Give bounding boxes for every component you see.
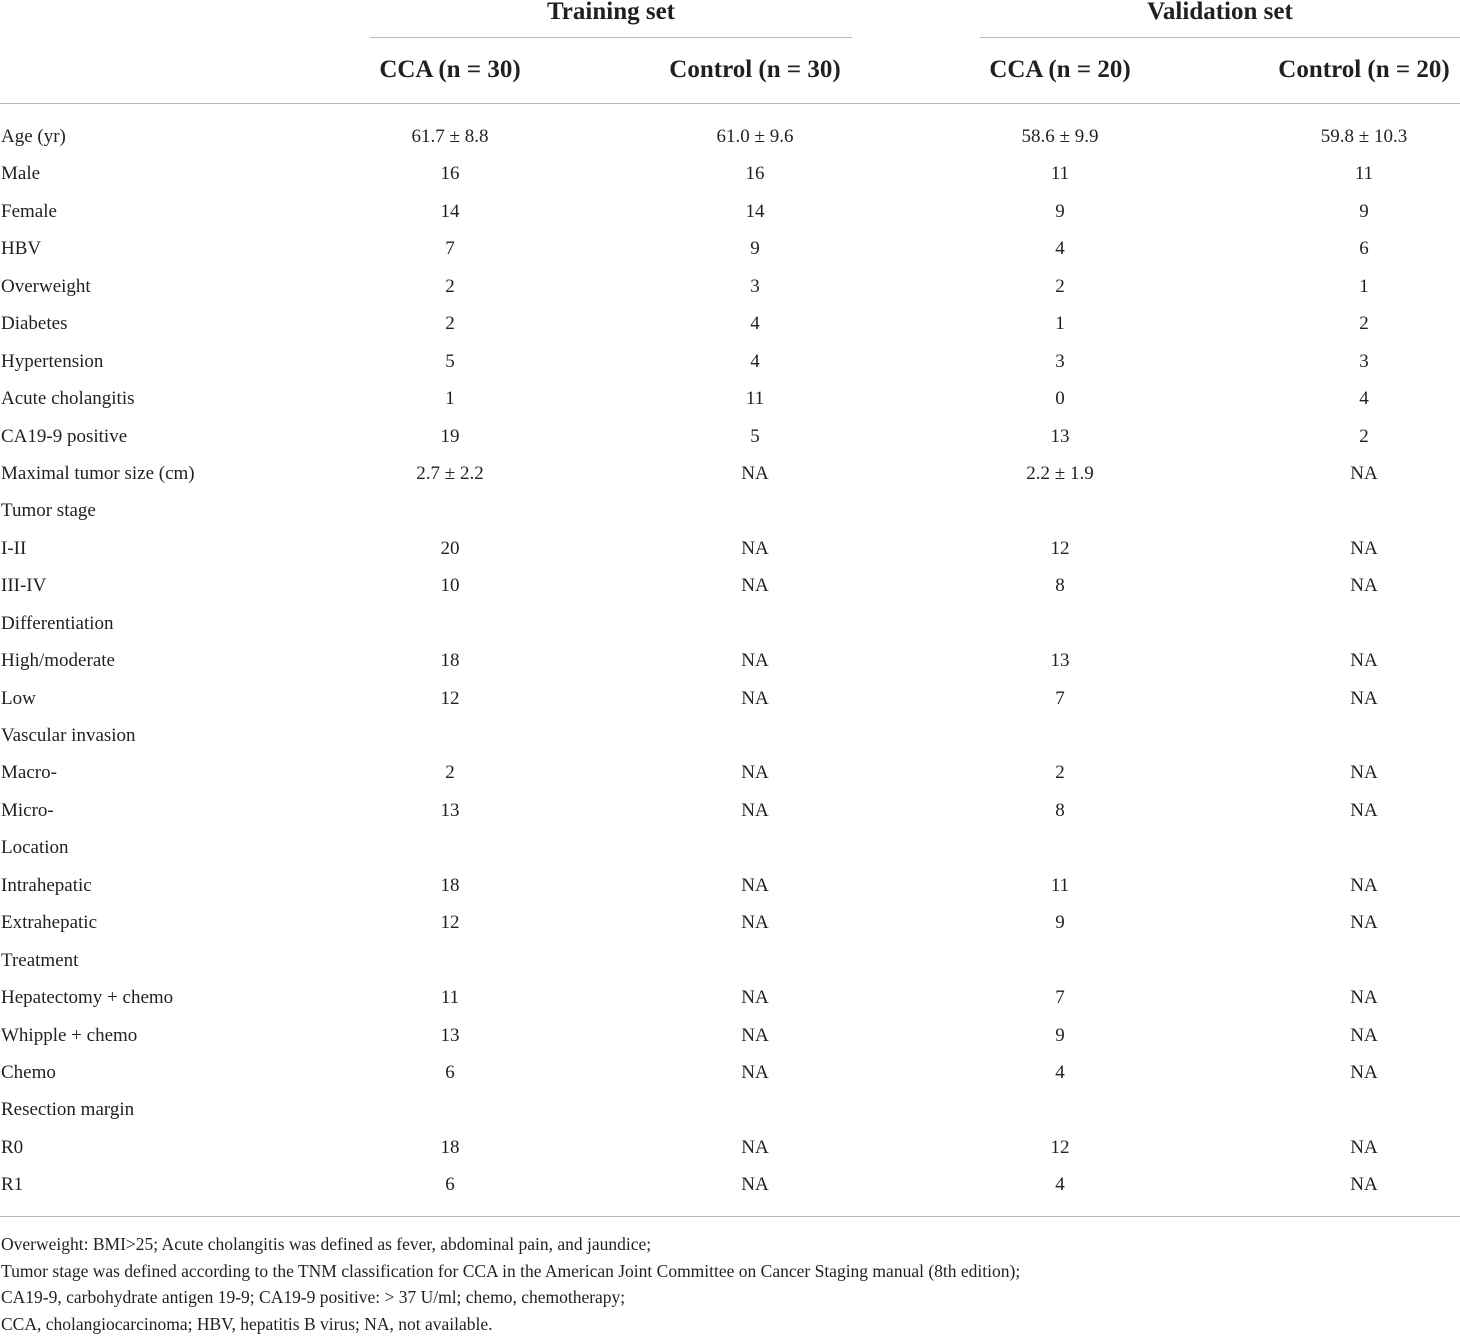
table-cell: 4: [960, 1054, 1160, 1091]
table-cell: NA: [655, 792, 855, 829]
table-cell: 13: [350, 792, 550, 829]
group-divider-validation: [980, 37, 1460, 38]
table-cell: 2: [1264, 418, 1460, 455]
table-cell: 1: [960, 305, 1160, 342]
table-cell: 4: [1264, 380, 1460, 417]
column-header-control-validation: Control (n = 20): [1254, 50, 1460, 90]
table-cell: 19: [350, 418, 550, 455]
table-cell: 20: [350, 530, 550, 567]
table-cell: [655, 942, 855, 979]
table-cell: 11: [1264, 155, 1460, 192]
table-cell: 0: [960, 380, 1160, 417]
table-row: [0, 193, 1460, 230]
table-cell: NA: [1264, 455, 1460, 492]
table-cell: NA: [655, 1129, 855, 1166]
table-cell: NA: [655, 567, 855, 604]
table-cell: 13: [350, 1017, 550, 1054]
table-cell: [350, 942, 550, 979]
table-cell: 59.8 ± 10.3: [1264, 118, 1460, 155]
table-cell: NA: [1264, 979, 1460, 1016]
table-cell: 13: [960, 642, 1160, 679]
table-row: [0, 754, 1460, 791]
table-row: [0, 305, 1460, 342]
table-cell: 7: [350, 230, 550, 267]
table-cell: 4: [960, 230, 1160, 267]
table-row: [0, 118, 1460, 155]
table-cell: NA: [1264, 754, 1460, 791]
column-header-cca-validation: CCA (n = 20): [960, 50, 1160, 90]
row-label: Tumor stage: [1, 492, 96, 529]
group-header-training: Training set: [370, 0, 852, 30]
table-cell: 3: [960, 343, 1160, 380]
footnotes: [1, 1231, 1456, 1337]
table-cell: 1: [1264, 268, 1460, 305]
table-cell: NA: [655, 680, 855, 717]
table-cell: 2.7 ± 2.2: [350, 455, 550, 492]
table-cell: 6: [350, 1166, 550, 1203]
table-cell: 9: [960, 1017, 1160, 1054]
table-cell: NA: [1264, 1129, 1460, 1166]
table-cell: 1: [350, 380, 550, 417]
row-label: High/moderate: [1, 642, 115, 679]
table-row: [0, 605, 1460, 642]
table-cell: 9: [655, 230, 855, 267]
footnote: Overweight: BMI>25; Acute cholangitis was defined as fever, abdominal pain, and jaundice;: [1, 1231, 1456, 1258]
table-cell: [960, 492, 1160, 529]
table-cell: NA: [1264, 792, 1460, 829]
table-cell: 7: [960, 680, 1160, 717]
table-cell: 61.7 ± 8.8: [350, 118, 550, 155]
row-label: Whipple + chemo: [1, 1017, 137, 1054]
table-cell: NA: [1264, 1054, 1460, 1091]
table-cell: [1264, 1091, 1460, 1128]
row-label: Macro-: [1, 754, 57, 791]
table-cell: NA: [655, 530, 855, 567]
table-cell: NA: [655, 979, 855, 1016]
table-row: [0, 567, 1460, 604]
table-cell: [1264, 942, 1460, 979]
row-label: Hypertension: [1, 343, 103, 380]
table-cell: 6: [1264, 230, 1460, 267]
table-cell: [350, 829, 550, 866]
table-cell: 11: [350, 979, 550, 1016]
footnote: Tumor stage was defined according to the TNM classification for CCA in the American Joint Committee on Cancer Staging manual (8th edition);: [1, 1258, 1456, 1285]
table-row: [0, 1091, 1460, 1128]
table-cell: 58.6 ± 9.9: [960, 118, 1160, 155]
table-cell: NA: [1264, 567, 1460, 604]
row-label: HBV: [1, 230, 41, 267]
table-row: [0, 230, 1460, 267]
row-label: Treatment: [1, 942, 78, 979]
table-cell: NA: [1264, 530, 1460, 567]
table-cell: NA: [1264, 1017, 1460, 1054]
table-row: [0, 530, 1460, 567]
table-cell: NA: [1264, 904, 1460, 941]
table-cell: NA: [655, 455, 855, 492]
table-cell: 2: [350, 268, 550, 305]
table-cell: [960, 942, 1160, 979]
table-cell: 11: [655, 380, 855, 417]
table-cell: [960, 1091, 1160, 1128]
table-cell: [1264, 492, 1460, 529]
row-label: Differentiation: [1, 605, 114, 642]
table-cell: NA: [655, 1017, 855, 1054]
table-cell: NA: [1264, 642, 1460, 679]
table-cell: NA: [655, 1054, 855, 1091]
table-cell: NA: [1264, 1166, 1460, 1203]
table-cell: 9: [960, 193, 1160, 230]
row-label: Acute cholangitis: [1, 380, 135, 417]
row-label: R1: [1, 1166, 23, 1203]
table-cell: 18: [350, 1129, 550, 1166]
table-row: [0, 155, 1460, 192]
table-cell: 4: [655, 343, 855, 380]
table-cell: [350, 717, 550, 754]
table-cell: NA: [1264, 867, 1460, 904]
table-cell: 11: [960, 155, 1160, 192]
table-row: [0, 418, 1460, 455]
table-cell: 5: [350, 343, 550, 380]
footnote: CA19-9, carbohydrate antigen 19-9; CA19-9 positive: > 37 U/ml; chemo, chemotherapy;: [1, 1284, 1456, 1311]
row-label: Male: [1, 155, 40, 192]
table-cell: 2: [1264, 305, 1460, 342]
table-cell: [960, 717, 1160, 754]
row-label: Low: [1, 680, 36, 717]
table-row: [0, 642, 1460, 679]
table-row: [0, 343, 1460, 380]
row-label: Age (yr): [1, 118, 66, 155]
header-rule: [0, 103, 1460, 104]
table-cell: 8: [960, 567, 1160, 604]
group-divider-training: [370, 37, 852, 38]
table-cell: 61.0 ± 9.6: [655, 118, 855, 155]
table-cell: NA: [655, 642, 855, 679]
table-cell: 2: [960, 268, 1160, 305]
table-cell: [1264, 717, 1460, 754]
table-cell: 8: [960, 792, 1160, 829]
table-cell: 16: [350, 155, 550, 192]
row-label: Diabetes: [1, 305, 67, 342]
table-row: [0, 1166, 1460, 1203]
table-cell: 11: [960, 867, 1160, 904]
footnote: CCA, cholangiocarcinoma; HBV, hepatitis B virus; NA, not available.: [1, 1311, 1456, 1337]
bottom-rule: [0, 1216, 1460, 1217]
table-cell: 13: [960, 418, 1160, 455]
table-row: [0, 942, 1460, 979]
table-row: [0, 1054, 1460, 1091]
table-row: [0, 904, 1460, 941]
table-cell: [350, 605, 550, 642]
table-cell: NA: [655, 1166, 855, 1203]
table-cell: NA: [655, 754, 855, 791]
row-label: I-II: [1, 530, 26, 567]
table-cell: 5: [655, 418, 855, 455]
table-row: [0, 717, 1460, 754]
table-cell: 4: [655, 305, 855, 342]
group-header-validation: Validation set: [980, 0, 1460, 30]
row-label: CA19-9 positive: [1, 418, 127, 455]
table-cell: 2: [350, 754, 550, 791]
column-header-cca-training: CCA (n = 30): [350, 50, 550, 90]
row-label: Female: [1, 193, 57, 230]
row-label: Micro-: [1, 792, 54, 829]
table-row: [0, 268, 1460, 305]
row-label: Chemo: [1, 1054, 56, 1091]
table-cell: [350, 1091, 550, 1128]
table-cell: [655, 492, 855, 529]
table-cell: 9: [1264, 193, 1460, 230]
table-cell: [1264, 829, 1460, 866]
table-cell: 3: [1264, 343, 1460, 380]
table-cell: 6: [350, 1054, 550, 1091]
table-cell: [655, 717, 855, 754]
row-label: Resection margin: [1, 1091, 134, 1128]
table-row: [0, 492, 1460, 529]
table-cell: [655, 1091, 855, 1128]
table-row: [0, 680, 1460, 717]
table-row: [0, 380, 1460, 417]
row-label: III-IV: [1, 567, 46, 604]
table-body: [0, 118, 1460, 1204]
table-row: [0, 1017, 1460, 1054]
row-label: Overweight: [1, 268, 91, 305]
table-cell: [655, 605, 855, 642]
row-label: Hepatectomy + chemo: [1, 979, 173, 1016]
table-row: [0, 829, 1460, 866]
table-cell: [350, 492, 550, 529]
table-cell: 16: [655, 155, 855, 192]
row-label: R0: [1, 1129, 23, 1166]
row-label: Intrahepatic: [1, 867, 92, 904]
table-cell: 7: [960, 979, 1160, 1016]
table-cell: NA: [655, 904, 855, 941]
table-cell: 18: [350, 867, 550, 904]
table-cell: 12: [350, 904, 550, 941]
table-cell: NA: [655, 867, 855, 904]
table-cell: 14: [655, 193, 855, 230]
table-cell: 2.2 ± 1.9: [960, 455, 1160, 492]
table-cell: 18: [350, 642, 550, 679]
table-cell: 14: [350, 193, 550, 230]
table-cell: [960, 605, 1160, 642]
table-cell: 12: [960, 530, 1160, 567]
table-cell: 12: [960, 1129, 1160, 1166]
table-row: [0, 1129, 1460, 1166]
table-cell: 3: [655, 268, 855, 305]
table-row: [0, 792, 1460, 829]
table-row: [0, 455, 1460, 492]
row-label: Vascular invasion: [1, 717, 136, 754]
table-cell: 9: [960, 904, 1160, 941]
table-cell: [655, 829, 855, 866]
table-cell: 10: [350, 567, 550, 604]
row-label: Location: [1, 829, 69, 866]
table-cell: [960, 829, 1160, 866]
table-cell: [1264, 605, 1460, 642]
table-cell: NA: [1264, 680, 1460, 717]
row-label: Maximal tumor size (cm): [1, 455, 195, 492]
table-row: [0, 979, 1460, 1016]
row-label: Extrahepatic: [1, 904, 97, 941]
table-cell: 2: [350, 305, 550, 342]
table-row: [0, 867, 1460, 904]
table-cell: 2: [960, 754, 1160, 791]
column-header-control-training: Control (n = 30): [645, 50, 865, 90]
table-cell: 12: [350, 680, 550, 717]
table-cell: 4: [960, 1166, 1160, 1203]
